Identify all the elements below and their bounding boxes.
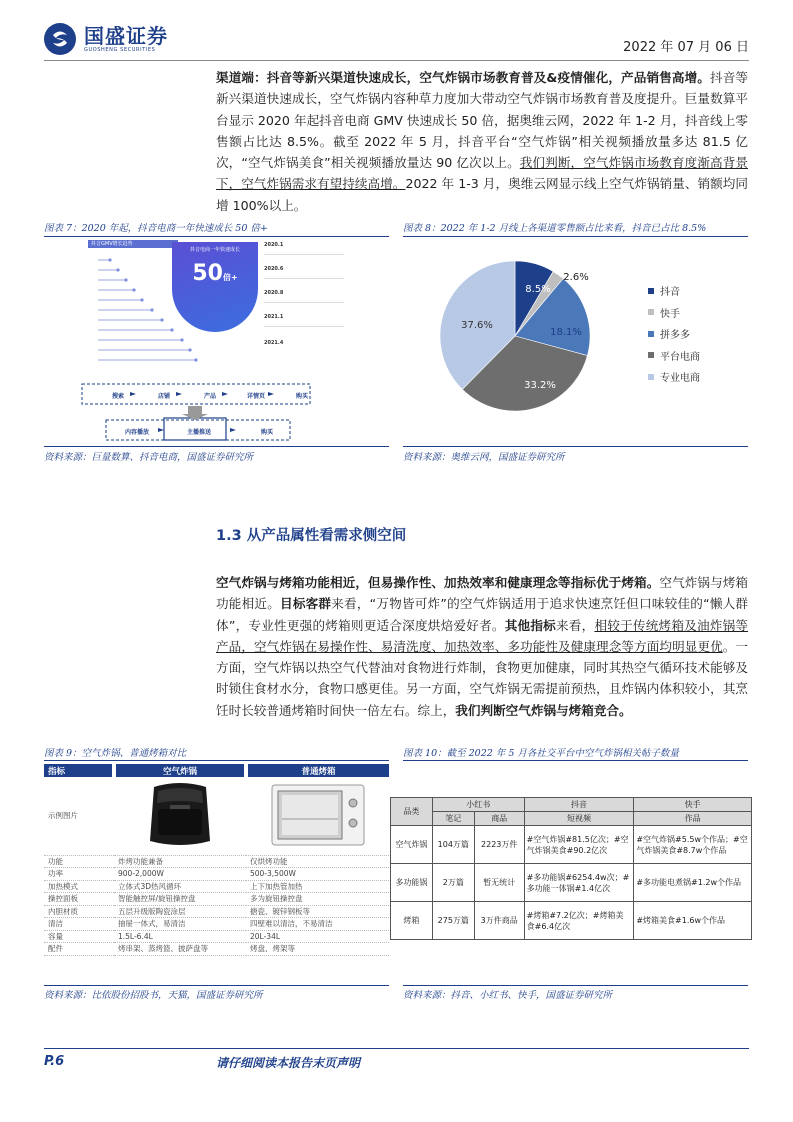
figure-7-rule <box>44 236 389 237</box>
air-fryer-icon <box>140 779 220 851</box>
table-row <box>391 864 752 902</box>
legend-item <box>648 366 700 388</box>
legend-swatch <box>648 352 654 358</box>
table-cell: 多功能锅 <box>391 864 433 902</box>
flow-step: 主播推送 <box>186 429 211 436</box>
table-header: 小红书 <box>432 798 524 812</box>
table-cell: #多功能锅#6254.4w次；#多功能一体锅#1.4亿次 <box>524 864 634 902</box>
table-header: 笔记 <box>432 812 474 826</box>
figure-8-source-rule <box>403 446 748 447</box>
card-suffix: 倍+ <box>222 273 238 282</box>
table-cell: 20L-34L <box>246 930 389 943</box>
table-cell: 多为旋钮操控盘 <box>246 893 389 906</box>
table-cell: 炸烤功能兼备 <box>114 855 246 868</box>
card-multiplier: 50 <box>192 261 223 286</box>
table-row <box>391 902 752 940</box>
table-cell: 2223万件 <box>474 826 524 864</box>
pie-data-label: 37.6% <box>461 320 493 331</box>
legend-swatch <box>648 374 654 380</box>
table-row <box>391 826 752 864</box>
table-header: 短视频 <box>524 812 634 826</box>
flow-step: 搜索 <box>111 393 124 400</box>
table-cell: 加热模式 <box>44 880 114 893</box>
company-logo <box>44 22 224 56</box>
table-cell: 500-3,500W <box>246 868 389 881</box>
table-header-row <box>391 812 752 826</box>
table-row <box>44 880 389 893</box>
legend-label: 专业电商 <box>660 373 700 385</box>
milestone: 2021.1 <box>264 314 284 320</box>
oven-icon <box>268 779 368 851</box>
table-cell: 烤串架、蒸烤篮、披萨盘等 <box>114 943 246 956</box>
social-posts-table <box>390 797 752 940</box>
table-header: 商品 <box>474 812 524 826</box>
table-cell: 抽屉一体式，易清洁 <box>114 918 246 931</box>
table-cell: 900-2,000W <box>114 868 246 881</box>
table-cell: 内胆材质 <box>44 905 114 918</box>
figure-10-source: 资料来源：抖音、小红书、快手，国盛证券研究所 <box>403 990 613 1001</box>
figure-7-source-rule <box>44 446 389 447</box>
table-header-row <box>391 798 752 812</box>
figure-8-source: 资料来源：奥维云网，国盛证券研究所 <box>403 452 565 463</box>
figure-8-title: 图表 8：2022 年 1-2 月线上各渠道零售额占比来看，抖音已占比 8.5% <box>403 223 707 234</box>
pie-legend <box>648 280 700 388</box>
table-cell: #空气炸锅#81.5亿次；#空气炸锅美食#90.2亿次 <box>524 826 634 864</box>
table-row <box>44 855 389 868</box>
table-cell: 四壁难以清洁，不易清洁 <box>246 918 389 931</box>
figure-10-title: 图表 10：截至 2022 年 5 月各社交平台中空气炸锅相关帖子数量 <box>403 748 679 759</box>
table-cell: 功率 <box>44 868 114 881</box>
footer-divider <box>44 1048 749 1049</box>
paragraph-lead: 渠道端：抖音等新兴渠道快速成长，空气炸锅市场教育普及&疫情催化，产品销售高增。 <box>216 70 710 85</box>
paragraph-product <box>216 572 748 721</box>
paragraph-judgement: 我们判断，空气炸锅市场教育度渐高背景下，空气炸锅需求有望持续高增。 <box>216 155 748 192</box>
pie-data-label: 33.2% <box>524 380 556 391</box>
logo-name-en: GUOSHENG SECURITIES <box>84 46 156 53</box>
table-cell: 仅烘烤功能 <box>246 855 389 868</box>
section-title: 1.3 从产品属性看需求侧空间 <box>216 528 407 544</box>
paragraph-conclusion: 我们判断空气炸锅与烤箱竞合。 <box>455 702 632 718</box>
table-header: 空气炸锅 <box>114 764 246 777</box>
figure-9-source-rule <box>44 985 389 986</box>
table-header: 品类 <box>391 798 433 826</box>
table-header-row <box>44 764 389 777</box>
flow-step: 产品 <box>203 393 216 400</box>
legend-item <box>648 302 700 324</box>
table-cell: 配件 <box>44 943 114 956</box>
air-fryer-image <box>114 777 246 855</box>
table-cell: 立体式3D热风循环 <box>114 880 246 893</box>
figure-9-title: 图表 9：空气炸锅、普通烤箱对比 <box>44 748 187 759</box>
header-divider <box>44 60 749 61</box>
table-cell: 上下加热管加热 <box>246 880 389 893</box>
table-cell: 操控面板 <box>44 893 114 906</box>
table-header: 指标 <box>44 764 114 777</box>
legend-label: 抖音 <box>660 287 680 299</box>
table-cell: #烤箱#7.2亿次；#烤箱美食#6.4亿次 <box>524 902 634 940</box>
flow-step: 内容播放 <box>124 429 149 436</box>
paragraph-text: 2022 年 1-3 月，奥维云网显示线上空气炸锅销量、销额均同增 100%以上。 <box>216 176 749 213</box>
paragraph-keyword: 其他指标 <box>504 617 556 633</box>
disclaimer-note: 请仔细阅读本报告末页声明 <box>216 1056 361 1070</box>
oven-image <box>246 777 389 855</box>
paragraph-keyword: 目标客群 <box>280 596 332 612</box>
table-header: 快手 <box>634 798 752 812</box>
paragraph-text: 空气炸锅与烤箱功能相近。 <box>216 575 749 612</box>
table-cell: 104万篇 <box>432 826 474 864</box>
report-date: 2022 年 07 月 06 日 <box>623 40 749 55</box>
legend-swatch <box>648 309 654 315</box>
table-cell: 智能触控屏/旋钮操控盘 <box>114 893 246 906</box>
logo-mark-icon <box>44 23 76 55</box>
milestone: 2020.6 <box>264 266 284 272</box>
milestone: 2020.8 <box>264 290 284 296</box>
table-row <box>44 777 389 855</box>
milestone-list <box>264 242 344 346</box>
table-cell: 空气炸锅 <box>391 826 433 864</box>
table-row <box>44 905 389 918</box>
pie-data-label: 18.1% <box>550 327 582 338</box>
table-cell: 暂无统计 <box>474 864 524 902</box>
paragraph-text: 来看， <box>555 617 595 633</box>
figure-7-image <box>88 240 344 442</box>
legend-label: 快手 <box>660 308 680 320</box>
comparison-table <box>44 764 389 956</box>
table-header: 普通烤箱 <box>246 764 389 777</box>
table-header: 作品 <box>634 812 752 826</box>
paragraph-text: 。一方面，空气炸锅以热空气代替油对食物进行炸制，食物更加健康，同时其热空气循环技术能够及时锁住食材水分，食物口感更佳。另一方面，空气炸锅无需提前预热，且炸锅内体积较小，其烹饪时长较普通烤箱时间快一倍左右。综上， <box>216 638 749 718</box>
table-cell: 容量 <box>44 930 114 943</box>
figure-7-title: 图表 7：2020 年起，抖音电商一年快速成长 50 倍+ <box>44 223 268 234</box>
table-cell: #空气炸锅#5.5w个作品；#空气炸锅美食#8.7w个作品 <box>634 826 752 864</box>
paragraph-lead: 空气炸锅与烤箱功能相近，但易操作性、加热效率和健康理念等指标优于烤箱。 <box>216 575 660 590</box>
logo-name-cn: 国盛证券 <box>84 23 168 48</box>
table-row <box>44 893 389 906</box>
table-cell: 3万件商品 <box>474 902 524 940</box>
table-cell: 功能 <box>44 855 114 868</box>
legend-item <box>648 280 700 302</box>
figure-9-source: 资料来源：比依股份招股书，天猫，国盛证券研究所 <box>44 990 263 1001</box>
table-cell: 275万篇 <box>432 902 474 940</box>
table-cell: 烤盘、烤架等 <box>246 943 389 956</box>
gmv-banner: 抖音GMV增长趋势 <box>88 240 178 248</box>
figure-10-rule <box>403 760 748 761</box>
table-row <box>44 918 389 931</box>
figure-7-source: 资料来源：巨量数算、抖音电商，国盛证券研究所 <box>44 452 254 463</box>
table-row <box>44 943 389 956</box>
figure-9-rule <box>44 760 389 761</box>
table-cell: 搪瓷、镀锌钢板等 <box>246 905 389 918</box>
milestone: 2021.4 <box>264 340 284 346</box>
flow-step: 购买 <box>260 429 273 436</box>
table-row <box>44 930 389 943</box>
flow-step: 详情页 <box>246 393 265 400</box>
figure-10-source-rule <box>403 985 748 986</box>
table-cell: #烤箱美食#1.6w个作品 <box>634 902 752 940</box>
legend-swatch <box>648 331 654 337</box>
legend-item <box>648 345 700 367</box>
table-cell: 示例图片 <box>44 777 114 855</box>
flow-step: 购买 <box>295 393 308 400</box>
legend-label: 平台电商 <box>660 351 700 363</box>
legend-item <box>648 323 700 345</box>
table-cell: 烤箱 <box>391 902 433 940</box>
table-cell: 五层升级版陶瓷涂层 <box>114 905 246 918</box>
pie-data-label: 8.5% <box>525 284 551 295</box>
table-cell: #多功能电煮锅#1.2w个作品 <box>634 864 752 902</box>
table-header: 抖音 <box>524 798 634 812</box>
table-cell: 1.5L-6.4L <box>114 930 246 943</box>
legend-label: 拼多多 <box>660 330 690 342</box>
flow-step: 店铺 <box>157 393 170 400</box>
table-row <box>44 868 389 881</box>
figure-8-rule <box>403 236 748 237</box>
pie-data-label: 2.6% <box>563 272 589 283</box>
gmv-growth-card <box>172 242 258 332</box>
paragraph-text: 来看，“万物皆可炸”的空气炸锅适用于追求快速烹饪但口味较佳的“懒人群体”，专业性更强的烤箱则更适合深度烘焙爱好者。 <box>216 596 749 633</box>
milestone: 2020.1 <box>264 242 284 248</box>
page-number: P.6 <box>44 1054 65 1069</box>
table-cell: 2万篇 <box>432 864 474 902</box>
paragraph-channel <box>216 67 748 216</box>
card-caption: 抖音电商一年快速成长 <box>189 247 240 253</box>
paragraph-judgement: 相较于传统烤箱及油炸锅等产品，空气炸锅在易操作性、易清洗度、加热效率、多功能性及健康理念等方面均明显更优 <box>216 617 749 654</box>
paragraph-text: 抖音等新兴渠道快速成长，空气炸锅内容种草力度加大带动空气炸锅市场教育普及度提升。巨量数算平台显示 2020 年起抖音电商 GMV 快速成长 50 倍，据奥维云网，2022 年 1-2 月，抖音线上零售额占比达 8.5%。截至 2022 年 5 月，抖音平台“空气炸锅”相关视频播放量多达 81.5 亿次，“空气炸锅美食”相关视频播放量达 90 亿次以上。 <box>216 70 749 171</box>
table-cell: 清洁 <box>44 918 114 931</box>
legend-swatch <box>648 288 654 294</box>
